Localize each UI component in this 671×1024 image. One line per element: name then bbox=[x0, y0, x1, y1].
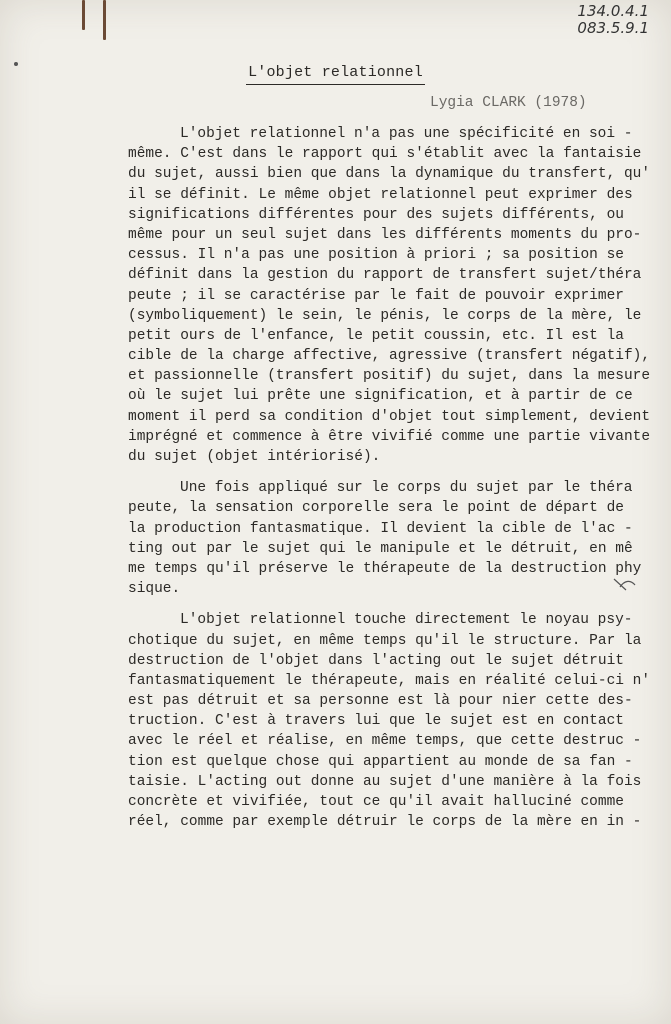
text-line: fantasmatiquement le thérapeute, mais en réalité celui-ci n' bbox=[128, 672, 651, 689]
text-line: même pour un seul sujet dans les différents moments du pro- bbox=[128, 226, 642, 243]
text-line: (symboliquement) le sein, le pénis, le corps de la mère, le bbox=[128, 307, 642, 324]
handwritten-mark-icon bbox=[612, 575, 638, 593]
text-line: sique. bbox=[128, 581, 181, 598]
text-line: définit dans la gestion du rapport de transfert sujet/théra bbox=[128, 267, 642, 284]
text-line: destruction de l'objet dans l'acting out le sujet détruit bbox=[128, 652, 624, 669]
text-line: petit ours de l'enfance, le petit coussin, etc. Il est la bbox=[128, 327, 624, 344]
text-line: même. C'est dans le rapport qui s'établit avec la fantaisie bbox=[128, 146, 642, 163]
staple-mark bbox=[103, 0, 106, 40]
archive-number: 083.5.9.1 bbox=[577, 19, 649, 37]
text-line: taisie. L'acting out donne au sujet d'une manière à la fois bbox=[128, 773, 642, 790]
text-line: significations différentes pour des sujets différents, ou bbox=[128, 206, 624, 223]
text-line: tion est quelque chose qui appartient au monde de sa fan - bbox=[128, 753, 633, 770]
text-line: et passionnelle (transfert positif) du sujet, dans la mesure bbox=[128, 368, 651, 385]
document-body bbox=[128, 124, 651, 843]
archive-reference bbox=[577, 3, 649, 37]
text-line: où le sujet lui prête une signification, et à partir de ce bbox=[128, 388, 633, 405]
document-title-wrapper bbox=[0, 64, 671, 81]
text-line: chotique du sujet, en même temps qu'il le structure. Par la bbox=[128, 632, 642, 649]
text-line: Une fois appliqué sur le corps du sujet par le théra bbox=[180, 480, 633, 497]
text-line: du sujet (objet intériorisé). bbox=[128, 449, 381, 465]
text-line: avec le réel et réalise, en même temps, que cette destruc - bbox=[128, 733, 642, 750]
author-line: Lygia CLARK (1978) bbox=[430, 95, 587, 111]
text-line: L'objet relationnel touche directement le noyau psy- bbox=[180, 612, 633, 629]
text-line: imprégné et commence à être vivifié comme une partie vivante bbox=[128, 428, 651, 445]
text-line: L'objet relationnel n'a pas une spécificité en soi - bbox=[180, 126, 633, 142]
paragraph bbox=[128, 478, 642, 599]
text-line: concrète et vivifiée, tout ce qu'il avait halluciné comme bbox=[128, 794, 624, 810]
text-line: est pas détruit et sa personne est là pour nier cette des- bbox=[128, 693, 633, 710]
text-line: moment il perd sa condition d'objet tout simplement, devient bbox=[128, 408, 651, 425]
text-line: réel, comme par exemple détruir le corps de la mère en in - bbox=[128, 814, 642, 831]
text-line: ting out par le sujet qui le manipule et le détruit, en mê bbox=[128, 540, 633, 557]
text-line: du sujet, aussi bien que dans la dynamique du transfert, qu' bbox=[128, 166, 651, 183]
text-line: me temps qu'il préserve le thérapeute de la destruction phy bbox=[128, 560, 642, 577]
document-title: L'objet relationnel bbox=[246, 64, 425, 85]
text-line: peute, la sensation corporelle sera le point de départ de bbox=[128, 500, 624, 517]
paragraph bbox=[128, 124, 651, 467]
text-line: peute ; il se caractérise par le fait de pouvoir exprimer bbox=[128, 287, 624, 304]
paragraph bbox=[128, 610, 651, 832]
text-line: truction. C'est à travers lui que le sujet est en contact bbox=[128, 713, 624, 730]
text-line: il se définit. Le même objet relationnel peut exprimer des bbox=[128, 186, 633, 203]
text-line: cessus. Il n'a pas une position à priori ; sa position se bbox=[128, 247, 624, 264]
text-line: cible de la charge affective, agressive (transfert négatif), bbox=[128, 348, 651, 365]
archive-number: 134.0.4.1 bbox=[577, 2, 649, 20]
text-line: la production fantasmatique. Il devient la cible de l'ac - bbox=[128, 520, 633, 537]
staple-mark bbox=[82, 0, 85, 30]
